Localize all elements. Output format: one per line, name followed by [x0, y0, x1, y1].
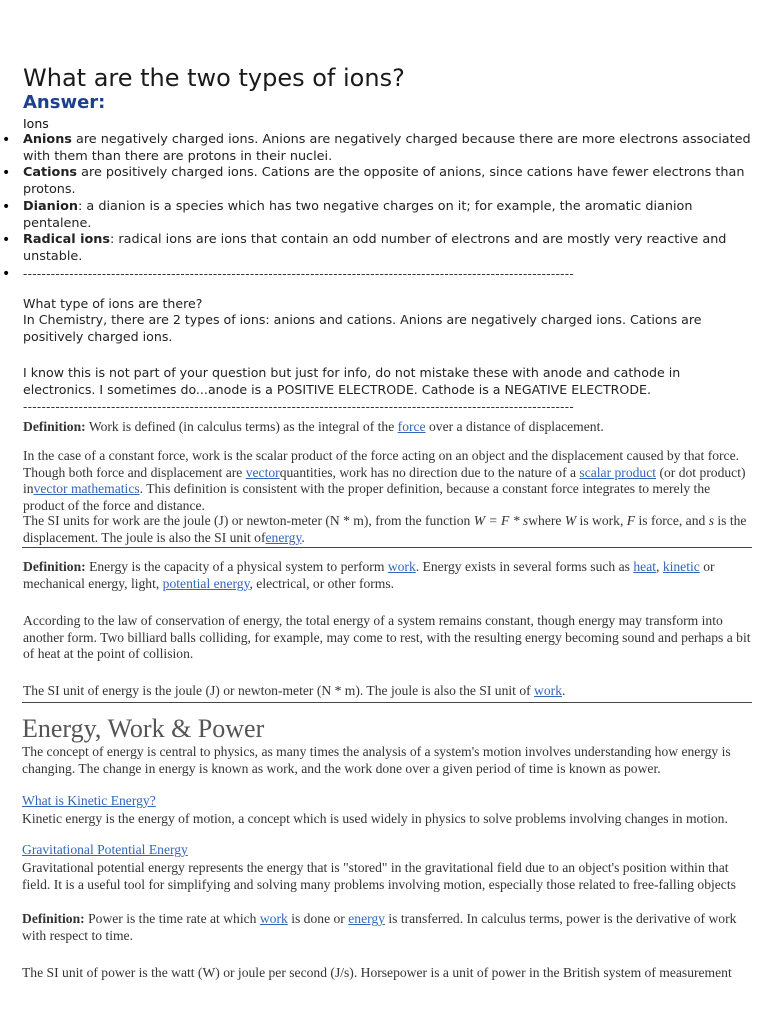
- gravitational-potential-energy-text: Gravitational potential energy represents the energy that is "stored" in the gravitational field due to an object's position within that field. It is a useful tool for simplifying and solving many problems involving motion, especially those related to free-falling objects: [22, 860, 736, 892]
- term: Anions: [23, 132, 72, 147]
- list-item: [0, 199, 752, 232]
- text: The SI units for work are the joule (J) or newton-meter (N * m), from the function: [23, 513, 474, 528]
- work-link[interactable]: work: [387, 559, 416, 574]
- definition-label: Definition:: [22, 911, 85, 926]
- text: In the case of a constant force, work is the scalar product of the force acting on an object and the displacement caused by that force. Though both force and displacement are: [23, 448, 740, 480]
- answer-label: Answer:: [23, 92, 106, 113]
- divider: -----------------------------------------------------------------------------------------------------------------------: [23, 400, 574, 414]
- separator: :: [78, 198, 83, 214]
- energy-si-paragraph: [23, 683, 751, 700]
- text: quantities, work has no direction due to the nature of a: [279, 464, 580, 480]
- scalar-product-link[interactable]: scalar product: [579, 464, 657, 480]
- definition: are negatively charged ions. Anions are negatively charged because there are more electrons associated with them than there are protons in their nuclei.: [23, 132, 751, 164]
- energy-link[interactable]: energy: [348, 911, 385, 926]
- text: is force, and: [635, 513, 709, 528]
- work-link[interactable]: work: [534, 683, 562, 698]
- kinetic-energy-text: Kinetic energy is the energy of motion, a concept which is used widely in physics to solve problems involving changes in motion.: [22, 811, 728, 826]
- section-heading: Energy, Work & Power: [22, 714, 265, 743]
- vector-mathematics-link[interactable]: vector mathematics: [33, 481, 140, 496]
- page-title: What are the two types of ions?: [23, 64, 405, 92]
- ion-list: [0, 132, 752, 282]
- work-si-paragraph: [23, 513, 751, 546]
- list-item: [0, 132, 752, 165]
- variable: F: [626, 513, 636, 528]
- ions-label: Ions: [23, 116, 49, 131]
- vector-link[interactable]: vector: [245, 464, 280, 480]
- list-item: [0, 165, 752, 198]
- note-text: I know this is not part of your question but just for info, do not mistake these with anode and cathode in electronics. I sometimes do...anode is a POSITIVE ELECTRODE. Cathode is a NEGATIVE ELECTRODE.: [23, 365, 681, 397]
- energy-link[interactable]: energy: [265, 529, 302, 545]
- potential-energy-link[interactable]: potential energy: [162, 575, 250, 591]
- kinetic-energy-link[interactable]: What is Kinetic Energy?: [22, 793, 156, 808]
- text: where: [528, 513, 565, 528]
- text: Work is defined (in calculus terms) as the integral of the: [85, 419, 398, 434]
- power-definition: [22, 911, 750, 944]
- definition: radical ions are ions that contain an odd number of electrons and are mostly very reactive and unstable.: [23, 232, 727, 264]
- power-si-paragraph: The SI unit of power is the watt (W) or joule per second (J/s). Horsepower is a unit of power in the British system of measurement: [22, 965, 732, 980]
- variable: s: [708, 513, 714, 528]
- text: is the displacement. The joule is also the SI unit of: [23, 513, 747, 545]
- text: (or dot product) in: [23, 464, 746, 496]
- intro-paragraph: The concept of energy is central to physics, as many times the analysis of a system's motion involves understanding how energy is changing. The change in energy is known as work, and the work done over a given period of time is known as power.: [22, 744, 731, 776]
- divider: • -----------------------------------------------------------------------------------------------------------------------: [23, 266, 574, 281]
- gravitational-potential-energy-link[interactable]: Gravitational Potential Energy: [22, 842, 188, 857]
- work-link[interactable]: work: [259, 911, 288, 926]
- variable: W: [564, 513, 577, 528]
- energy-definition: [23, 559, 751, 592]
- heat-link[interactable]: heat: [633, 559, 657, 574]
- term: Radical ions: [23, 232, 111, 248]
- term: Dianion: [23, 198, 79, 214]
- text: is transferred. In calculus terms, power is the derivative of work with respect to time.: [22, 911, 737, 943]
- term: Cations: [23, 165, 78, 181]
- definition-label: Definition:: [23, 559, 86, 574]
- text: . Energy exists in several forms such as: [415, 559, 634, 574]
- definition: are positively charged ions. Cations are the opposite of anions, since cations have fewer electrons than protons.: [23, 165, 745, 198]
- conservation-paragraph: According to the law of conservation of energy, the total energy of a system remains constant, though energy may transform into another form. Two billiard balls colliding, for example, may come to rest, with the resulting energy becoming sound and perhaps a bit of heat at the point of collision.: [23, 613, 751, 661]
- text: or mechanical energy, light,: [23, 559, 715, 591]
- text: Energy is the capacity of a physical system to perform: [85, 559, 388, 574]
- force-link[interactable]: force: [397, 419, 426, 434]
- horizontal-rule: [22, 547, 752, 548]
- work-definition: [23, 419, 748, 436]
- text: The SI unit of energy is the joule (J) or newton-meter (N * m). The joule is also the SI unit of: [23, 683, 535, 698]
- text: . This definition is consistent with the proper definition, because a constant force integrates to merely the product of the force and distance.: [23, 481, 711, 513]
- kinetic-link[interactable]: kinetic: [662, 559, 700, 574]
- question-text: What type of ions are there?: [23, 296, 203, 311]
- text: , electrical, or other forms.: [249, 575, 395, 591]
- text: .: [562, 683, 566, 698]
- text: .: [301, 529, 305, 545]
- definition: a dianion is a species which has two negative charges on it; for example, the aromatic dianion pentalene.: [23, 198, 693, 231]
- list-item: [0, 266, 752, 283]
- formula: W = F * s: [473, 513, 529, 528]
- work-paragraph: [23, 448, 751, 514]
- text: Power is the time rate at which: [84, 911, 260, 926]
- text: over a distance of displacement.: [425, 419, 604, 434]
- text: is done or: [287, 911, 349, 926]
- horizontal-rule: [22, 702, 752, 703]
- list-item: [0, 232, 752, 265]
- separator: :: [110, 232, 115, 248]
- text: is work,: [576, 513, 627, 528]
- answer-text: In Chemistry, there are 2 types of ions: anions and cations. Anions are negatively charged ions. Cations are positively charged ions.: [23, 312, 702, 344]
- definition-label: Definition:: [23, 419, 86, 434]
- text: ,: [656, 559, 663, 574]
